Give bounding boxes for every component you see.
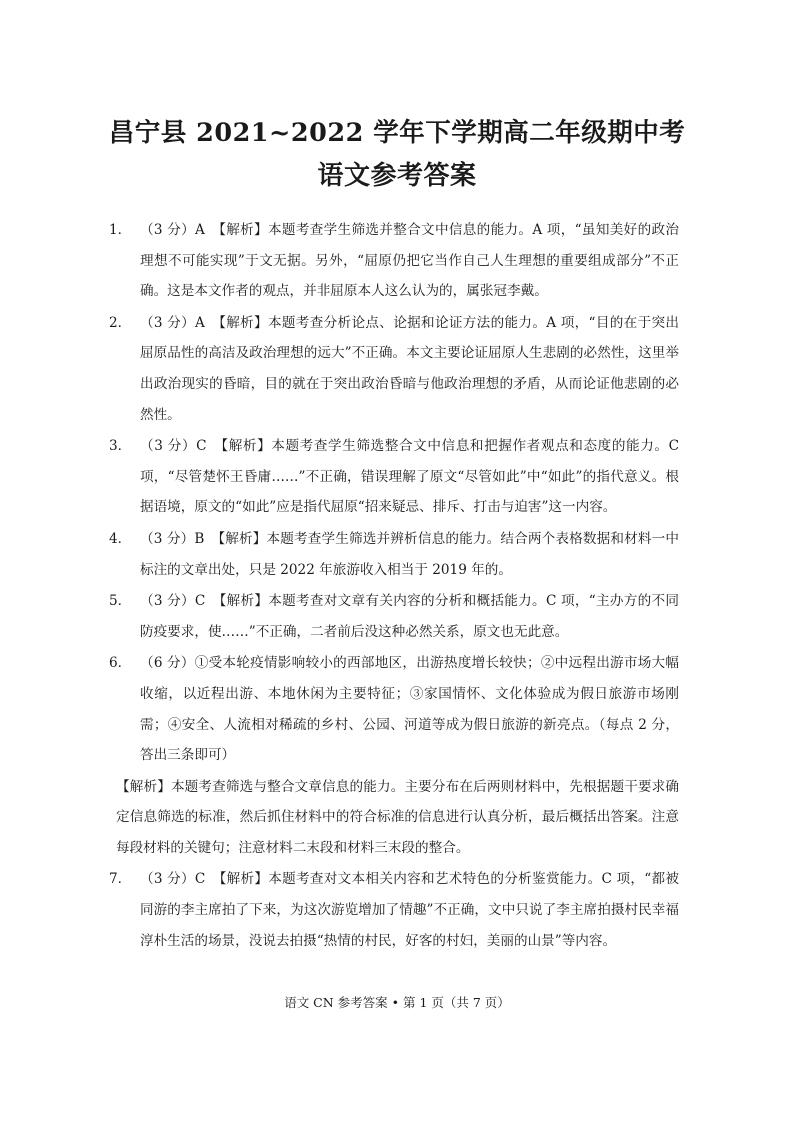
answer-text: （3 分）C 【解析】本题考查对文章有关内容的分析和概括能力。C 项，“主办方的不同防疫要求，使……”不正确，二者前后没这种必然关系，原文也无此意。 xyxy=(140,593,679,640)
answer-item xyxy=(109,215,679,307)
answer-text: （3 分）A 【解析】本题考查学生筛选并整合文中信息的能力。A 项，“虽知美好的政治理想不可能实现”于文无据。另外，“屈原仍把它当作自己人生理想的重要组成部分”不正确。这是本文作者的观点，并非屈原本人这么认为的，属张冠李戴。 xyxy=(140,222,679,300)
answer-text: （3 分）C 【解析】本题考查对文本相关内容和艺术特色的分析鉴赏能力。C 项，“都被同游的李主席拍了下来，为这次游览增加了情趣”不正确，文中只说了李主席拍摄村民幸福淳朴生活的场景，没说去拍摄“热情的村民，好客的村妇，美丽的山景”等内容。 xyxy=(140,871,679,949)
answer-item xyxy=(109,308,679,430)
page-footer: 语文 CN 参考答案 • 第 1 页（共 7 页） xyxy=(284,995,510,1010)
answer-number: 3． xyxy=(109,438,132,455)
answer-item xyxy=(109,864,679,956)
answer-text: （3 分）C 【解析】本题考查学生筛选整合文中信息和把握作者观点和态度的能力。C 项，“尽管楚怀王昏庸……”不正确，错误理解了原文“尽管如此”中“如此”的指代意义。根据语境，原文的“如此”应是指代屈原“招来疑忌、排斥、打击与迫害”这一内容。 xyxy=(140,438,679,516)
answer-number: 6． xyxy=(109,655,132,672)
answer-list xyxy=(109,215,679,957)
answer-number: 4． xyxy=(109,530,132,547)
answer-number: 5． xyxy=(109,593,132,610)
answer-item xyxy=(109,586,679,647)
answer-number: 2． xyxy=(109,314,132,331)
answer-item xyxy=(109,524,679,585)
answer-analysis: 【解析】本题考查筛选与整合文章信息的能力。主要分布在后两则材料中，先根据题干要求确定信息筛选的标准，然后抓住材料中的符合标准的信息进行认真分析，最后概括出答案。注意每段材料的关键句；注意材料二末段和材料三末段的整合。 xyxy=(116,778,679,856)
answer-text: （3 分）A 【解析】本题考查分析论点、论据和论证方法的能力。A 项，“目的在于突出屈原品性的高洁及政治理想的远大”不正确。本文主要论证屈原人生悲剧的必然性，这里举出政治现实的昏暗，目的就在于突出政治昏暗与他政治理想的矛盾，从而论证他悲剧的必然性。 xyxy=(140,314,679,423)
page-title: 昌宁县 2021~2022 学年下学期高二年级期中考 xyxy=(108,118,686,148)
answer-text: （3 分）B 【解析】本题考查学生筛选并辨析信息的能力。结合两个表格数据和材料一中标注的文章出处，只是 2022 年旅游收入相当于 2019 年的。 xyxy=(140,530,679,578)
answer-text: （6 分）①受本轮疫情影响较小的西部地区，出游热度增长较快；②中远程出游市场大幅收缩，以近程出游、本地休闲为主要特征；③家国情怀、文化体验成为假日旅游市场刚需；④安全、人流相对稀疏的乡村、公园、河道等成为假日旅游的新亮点。（每点 2 分，答出三条即可） xyxy=(140,655,679,764)
answer-number: 7． xyxy=(109,871,132,888)
answer-item xyxy=(109,431,679,523)
answer-number: 1． xyxy=(109,222,132,238)
answer-item xyxy=(109,648,679,770)
page-subtitle: 语文参考答案 xyxy=(317,161,477,191)
